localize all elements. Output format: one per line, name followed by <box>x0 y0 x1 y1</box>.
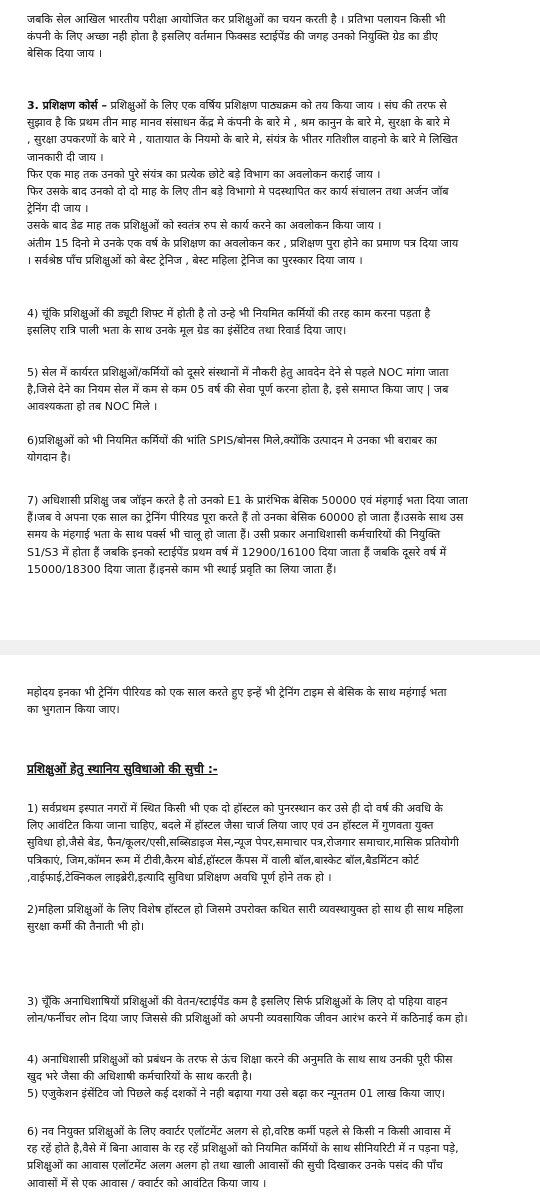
facilities-heading: प्रशिक्षुओं हेतु स्थानिय सुविधाओ की सुची :- <box>27 762 218 776</box>
point-7-paragraph <box>27 492 513 578</box>
document-sheet-2 <box>0 655 540 1200</box>
page-separator <box>0 640 540 655</box>
text-line: महोदय इनका भी ट्रेनिंग पीरियड को एक साल करते हुए इन्हें भी ट्रेनिंग टाइम से बेसिक के साथ महंगाई भता <box>27 686 447 699</box>
facility-point-3 <box>27 993 513 1027</box>
intro-paragraph-2 <box>27 684 513 718</box>
text-line: कंपनी के लिए अच्छा नही होता है इसलिए वर्तमान फिक्सड स्टाईपेंड की जगह उनको नियुक्ति ग्रेड का डीए <box>27 30 438 44</box>
text-line: योगदान है। <box>27 451 71 465</box>
facility-point-6 <box>27 1123 513 1192</box>
text-line: हैं।जब वे अपना एक साल का ट्रेनिंग पीरियड पूरा करते हैं तो उनका बेसिक 60000 हो जाता हैं।उसके साथ उस <box>27 511 464 525</box>
facility-point-4-5 <box>27 1051 513 1103</box>
text-line: अंतीम 15 दिनो मे उनके एक वर्ष के प्रशिक्षण का अवलोकन कर , प्रशिक्षण पुरा होने का प्रमाण पत्र दिया जाय <box>27 236 459 250</box>
text-line: 4) चूंकि प्रशिक्षुओं की ड्यूटी शिफ्ट में होती है तो उन्हे भी नियमित कर्मियों की तरह काम करना पड़ता है <box>27 307 431 320</box>
text-line: 5) एजुकेशन इंसेंटिव जो पिछले कई दशकों ने नही बढ़ाया गया उसे बढ़ा कर न्यूनतम 01 लाख किया जाए। <box>27 1087 445 1101</box>
text-line: 4) अनाधिशासी प्रशिक्षुओं को प्रबंधन के तरफ से ऊंच शिक्षा करने की अनुमति के साथ साथ उनकी पूरी फीस <box>27 1053 453 1066</box>
text-line: रह रहें होते है,वैसे में बिना आवास के रह रहें प्रशिक्षुओं को नियमित कर्मियों के साथ सीनियरिटी में न पड़ना पड़े, <box>27 1142 459 1156</box>
section-3-paragraph <box>27 97 513 269</box>
text-line: सुरक्षा कर्मी की तैनाती भी हो। <box>27 920 145 934</box>
text-line: सुझाव है कि प्रथम तीन माह मानव संसाधन केंद्र मे कंपनी के बारे मे , श्रम कानुन के बारे मे, सुरक्षा के बारे मे <box>27 116 450 130</box>
text-line: खुद भरे जैसा की अधिशाषी कर्मचारियों के साथ करती है। <box>27 1070 253 1084</box>
text-line: 2)महिला प्रशिक्षुओं के लिए विशेष हॉस्टल हो जिसमे उपरोक्त कथित सारी व्यवस्थायुक्त हो साथ ही साथ महिला <box>27 903 464 916</box>
facility-point-1 <box>27 800 513 886</box>
text-line: S1/S3 में होता हैं जबकि इनको स्टाईपेंड प्रथम वर्ष में 12900/16100 दिया जाता हैं जबकि दूसरे वर्ष में <box>27 545 447 559</box>
text-line: 15000/18300 दिया जाता हैं।इनसे काम भी स्थाई प्रवृति का लिया जाता हैं। <box>27 562 337 576</box>
text-line: सुविधा हो,जैसे बेड, फैन/कूलर/एसी,सब्सिडाइज मेस,न्यूज पेपर,समाचार पत्र,रोजगार समाचार,मासिक प्रतियोगी <box>27 836 459 850</box>
text-line: 5) सेल में कार्यरत प्रशिक्षुओं/कर्मियों को दूसरे संस्थानों में नौकरी हेतु आवदेन देने से पहले NOC मांगा जाता <box>27 366 449 379</box>
section-3-text: प्रशिक्षुओं के लिए एक वर्षिय प्रशिक्षण पाठ्यक्रम को तय किया जाय । संघ की तरफ से <box>106 99 447 112</box>
text-line: का भुगतान किया जाए। <box>27 703 120 717</box>
text-line: उसके बाद डेढ माह तक प्रशिक्षुओं को स्वतंत्र रुप से कार्य करने का अवलोकन किया जाय । <box>27 219 382 233</box>
point-5-paragraph <box>27 364 513 416</box>
point-4-paragraph <box>27 305 513 339</box>
text-line: पत्रिकाएं, जिम,कॉमन रूम में टीवी,कैरम बोर्ड,हॉस्टल कैंपस में वाली बॉल,बास्केट बॉल,बैडमिंटन कोर्ट <box>27 853 419 867</box>
text-line: 6)प्रशिक्षुओं को भी नियमित कर्मियों की भांति SPIS/बोनस मिले,क्योंकि उत्पादन मे उनका भी बराबर का <box>27 434 437 447</box>
text-line: है,जिसे देने का नियम सेल में कम से कम 05 वर्ष की सेवा पूर्ण करना होता है, इसे समाप्त किया जाए | जब <box>27 383 449 397</box>
text-line: लिए आवंटित किया जाना चाहिए, बदले में हॉस्टल जैसा चार्ज लिया जाए एवं उन हॉस्टल में गुणवता युक्त <box>27 819 434 833</box>
text-line: जानकारी दी जाय । <box>27 150 104 164</box>
text-line: । सर्वश्रेष्ठ पाँच प्रशिक्षुओं को बेस्ट ट्रेनिज , बेस्ट महिला ट्रेनिज का पुरस्कार दिया जाय । <box>27 253 363 267</box>
point-6-paragraph <box>27 432 513 466</box>
text-line <box>27 97 513 114</box>
intro-paragraph <box>27 11 513 63</box>
text-line: ,वाईफाई,टेक्निकल लाइब्रेरी,इत्यादि सुविधा प्रशिक्षण अवधि पूर्ण होने तक हो । <box>27 870 332 884</box>
text-line: 3) चूँकि अनाधिशाषियों प्रशिक्षुओं की वेतन/स्टाईपेंड कम है इसलिए सिर्फ प्रशिक्षुओं के लिए दो पहिया वाहन <box>27 995 448 1008</box>
text-line: 1) सर्वप्रथम इस्पात नगरों में स्थित किसी भी एक दो हॉस्टल को पुनरस्थान कर उसे ही दो वर्ष की अवधि के <box>27 802 443 815</box>
text-line: 7) अधिशासी प्रशिक्षु जब जॉइन करते है तो उनको E1 के प्रारंभिक बेसिक 50000 एवं मंहगाई भता दिया जाता <box>27 494 468 507</box>
text-line: ट्रेनिंग दी जाय । <box>27 202 89 216</box>
text-line: फिर उसके बाद उनको दो दो माह के लिए तीन बड़े विभागो मे पदस्थापित कर कार्य संचालन तथा अर्जन जॉब <box>27 185 449 199</box>
text-line: लोन/फर्नीचर लोन दिया जाए जिससे की प्रशिक्षुओं को अपनी व्यवसायिक जीवन आरंभ करने में कठिनाई कम हो। <box>27 1012 468 1026</box>
text-line: आवश्यकता हो तब NOC मिले । <box>27 400 158 414</box>
text-line: समय के मंहगाई भता के साथ पर्क्स भी चालू हो जाता हैं। उसी प्रकार अनाधिशासी कर्मचारियों की नियुक्ति <box>27 528 441 542</box>
text-line: प्रशिक्षुओं का आवास एलॉटमेंट अलग अलग हो तथा खाली आवासों की सुची दिखाकर उनके पसंद की पाँच <box>27 1159 443 1173</box>
text-line: आवासों में से एक आवास / क्वार्टर को आवंटित किया जाय । <box>27 1176 267 1190</box>
section-3-title: 3. प्रशिक्षण कोर्स – <box>27 99 107 112</box>
text-line: फिर एक माह तक उनको पुरे संयंत्र का प्रत्येक छोटे बड़े विभाग का अवलोकन कराई जाय । <box>27 167 381 181</box>
text-line: , सुरक्षा उपकरणों के बारे मे , यातायात के नियमो के बारे मे, संयंत्र के भीतर गतिशील वाहनो के बारे मे लिखित <box>27 133 458 147</box>
text-line: इसलिए रात्रि पाली भता के साथ उनके मूल ग्रेड का इंसेंटिव तथा रिवार्ड दिया जाए। <box>27 324 347 338</box>
text-line: 6) नव नियुक्त प्रशिक्षुओं के लिए क्वार्टर एलॉटमेंट अलग से हो,वरिष्ठ कर्मी पहले से किसी न किसी आवास में <box>27 1125 451 1138</box>
facility-point-2 <box>27 901 513 935</box>
text-line: जबकि सेल आखिल भारतीय परीक्षा आयोजित कर प्रशिक्षुओं का चयन करती है । प्रतिभा पलायन किसी भी <box>27 13 446 26</box>
text-line: बेसिक दिया जाय । <box>27 47 102 61</box>
